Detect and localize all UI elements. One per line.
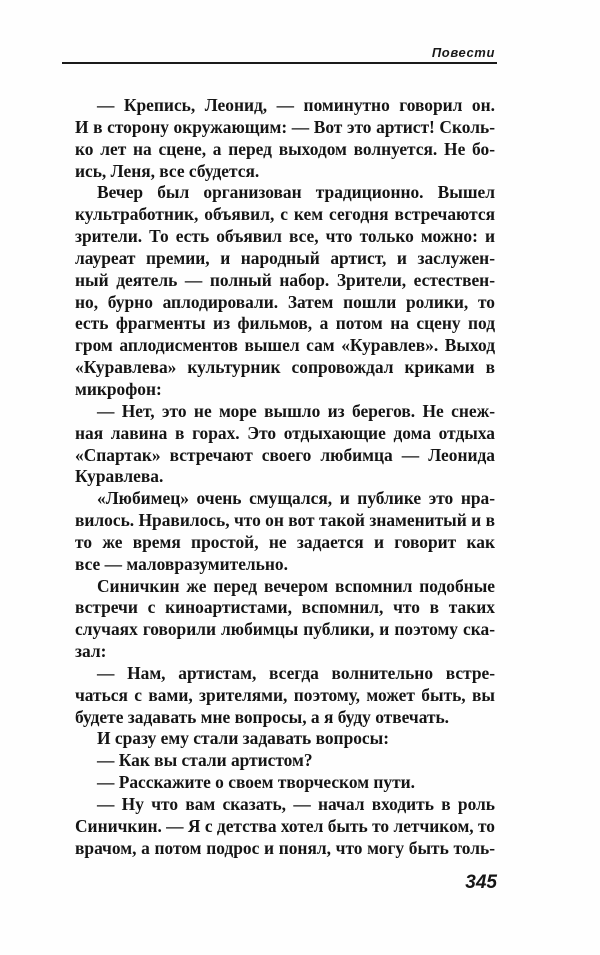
text-line: все — маловразумительно. <box>75 553 288 574</box>
text-line: ко лет на сцене, а перед выходом волнуется. Не бо- <box>75 138 495 159</box>
text-line: — Расскажите о своем творческом пути. <box>97 772 416 793</box>
text-line: культработник, объявил, с кем сегодня встречаются <box>75 204 495 225</box>
text-line: — Нет, это не море вышло из берегов. Не снеж- <box>97 400 495 421</box>
text-line: будете задавать мне вопросы, а я буду отвечать. <box>75 706 450 727</box>
text-line: есть фрагменты из фильмов, а потом на сцену под <box>75 313 495 334</box>
text-line: случаях говорили любимцы публики, и поэтому ска- <box>75 619 495 640</box>
text-line: — Крепись, Леонид, — поминутно говорил он. <box>97 95 495 115</box>
text-line: «Куравлева» культурник сопровождал криками в <box>75 357 495 378</box>
text-line: чаться с вами, зрителями, поэтому, может быть, вы <box>75 684 495 705</box>
text-line: зрители. То есть объявил все, что только можно: и <box>75 226 495 247</box>
running-head-title: Повести <box>431 45 495 60</box>
text-line: зал: <box>75 641 107 662</box>
text-line: ись, Леня, все сбудется. <box>75 160 260 181</box>
text-line: Синичкин. — Я с детства хотел быть то летчиком, то <box>75 815 495 836</box>
text-line: — Ну что вам сказать, — начал входить в роль <box>97 794 495 814</box>
text-line: врачом, а потом подрос и понял, что могу быть толь- <box>75 837 495 858</box>
text-line: И сразу ему стали задавать вопросы: <box>97 728 390 749</box>
text-line: «Спартак» встречают своего любимца — Леонида <box>75 444 495 465</box>
text-line: лауреат премии, и народный артист, и заслужен- <box>75 247 495 268</box>
text-line: вилось. Нравилось, что он вот такой знаменитый и в <box>75 510 495 531</box>
text-line: ный деятель — полный набор. Зрители, естествен- <box>75 269 495 290</box>
text-line: — Как вы стали артистом? <box>97 750 313 771</box>
text-line: но, бурно аплодировали. Затем пошли ролики, то <box>75 291 495 312</box>
text-line: ная лавина в горах. Это отдыхающие дома отдыха <box>75 422 495 443</box>
text-line: микрофон: <box>75 378 162 399</box>
running-head <box>62 44 497 64</box>
text-line: Куравлева. <box>75 466 164 487</box>
text-line: Вечер был организован традиционно. Вышел <box>97 182 495 203</box>
text-line: гром аплодисментов вышел сам «Куравлев». Выход <box>75 335 495 356</box>
page-number: 345 <box>465 872 497 893</box>
text-line: встречи с киноартистами, вспомнил, что в таких <box>75 597 495 618</box>
text-line: то же время простой, не задается и говорит как <box>75 531 495 552</box>
body-text <box>75 95 495 860</box>
text-line: И в сторону окружающим: — Вот это артист! Сколь- <box>75 116 495 137</box>
text-line: — Нам, артистам, всегда волнительно встре- <box>97 662 495 683</box>
text-line: «Любимец» очень смущался, и публике это нра- <box>97 488 495 509</box>
text-line: Синичкин же перед вечером вспомнил подобные <box>97 575 495 596</box>
